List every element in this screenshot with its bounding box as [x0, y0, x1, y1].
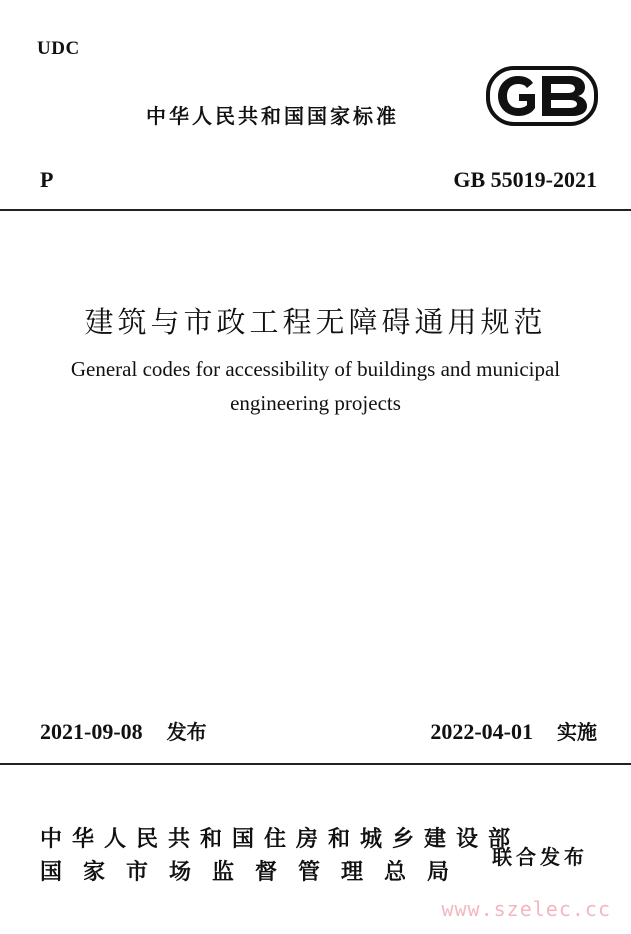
title-chinese: 建筑与市政工程无障碍通用规范 — [84, 305, 547, 339]
implement-label: 实施 — [557, 720, 597, 744]
issuer-ministry: 中华人民共和国住房和城乡建设部 — [40, 827, 521, 852]
title-english — [0, 352, 631, 420]
bottom-divider — [0, 763, 631, 765]
implement-date-block — [430, 716, 597, 745]
gb-logo — [486, 66, 598, 126]
publish-label: 发布 — [166, 720, 207, 744]
publish-date-block — [40, 716, 207, 745]
gb-logo-icon — [486, 66, 598, 126]
issuer-administration: 国家市场监督管理总局 — [40, 860, 471, 885]
top-divider — [0, 209, 631, 211]
title-english-line1: General codes for accessibility of buildings and municipal — [70, 357, 561, 381]
category-code: P — [40, 167, 54, 192]
publish-date: 2021-09-08 — [40, 719, 143, 744]
title-english-line2: engineering projects — [230, 391, 401, 415]
watermark: www.szelec.cc — [441, 897, 611, 921]
udc-label: UDC — [37, 38, 80, 59]
implement-date: 2022-04-01 — [430, 719, 533, 744]
national-standard-heading: 中华人民共和国国家标准 — [146, 104, 399, 128]
standard-number: GB 55019-2021 — [453, 167, 597, 192]
joint-release-label: 联合发布 — [492, 845, 588, 869]
